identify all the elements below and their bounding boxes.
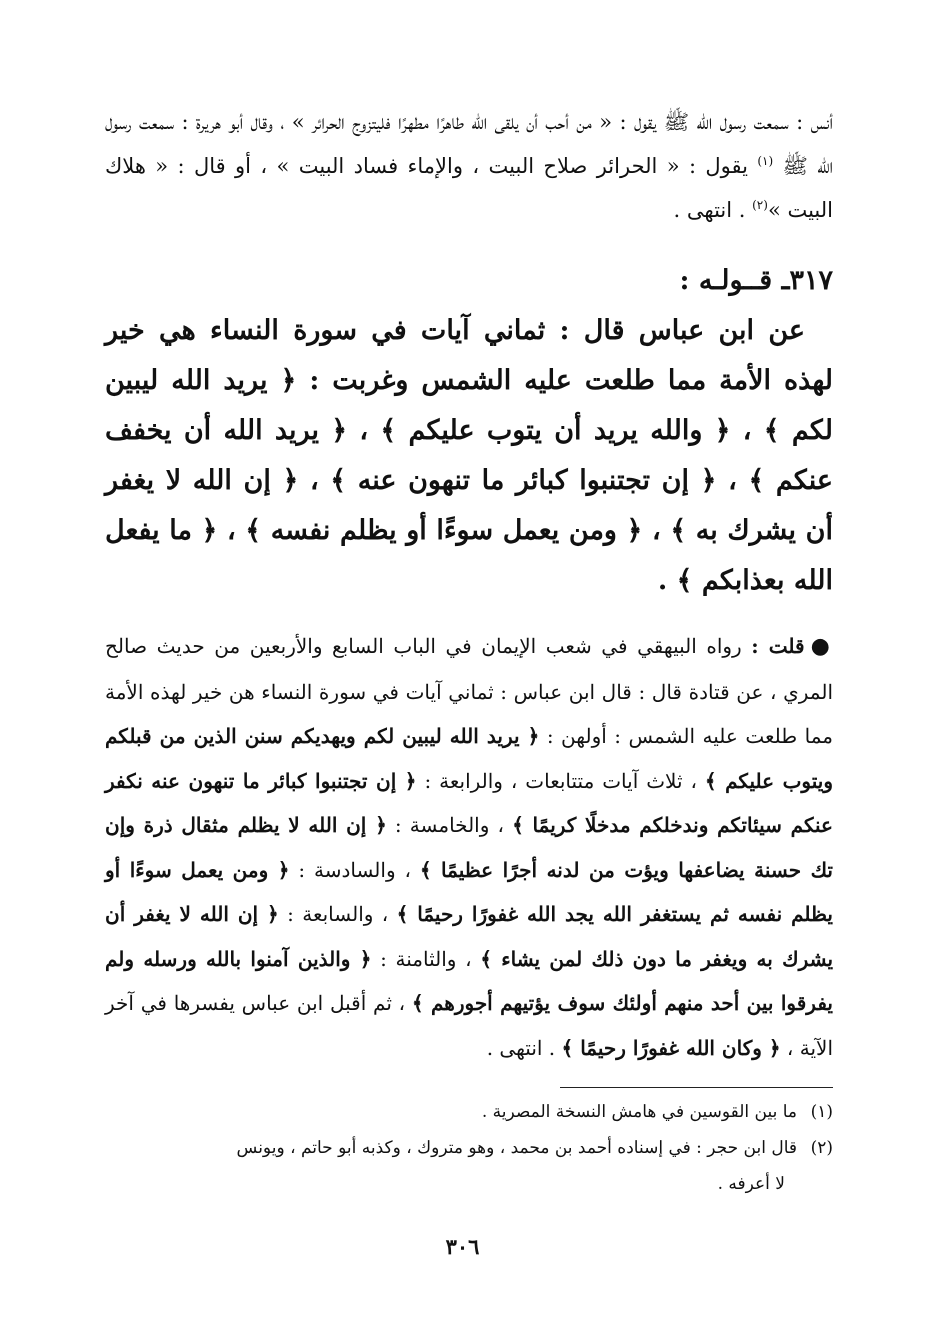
verse-separator: ، <box>217 515 246 546</box>
footnote-text: قال ابن حجر : في إسناده أحمد بن محمد ، وهو متروك ، وكذبه أبو حاتم ، ويونس <box>236 1138 797 1158</box>
verse-6: ﴿ ومن يعمل سوءًا أو يظلم نفسه ﴾ <box>245 515 643 546</box>
footnotes <box>105 1094 833 1202</box>
commentary-text: ، ثلاث آيات متتابعات ، والرابعة : <box>416 768 705 793</box>
footnote-divider <box>560 1087 833 1088</box>
commentary-label: قلت : <box>751 634 805 658</box>
commentary-text: ، ثم أقبل ابن عباس يفسرها في آخر الآية ، <box>105 991 833 1060</box>
quran-quote: ﴿ إن الله لا يظلم مثقال ذرة وإن تك حسنة يضاعفها ويؤت من لدنه أجرًا عظيمًا ﴾ <box>105 813 833 882</box>
verse-separator: ، <box>716 465 749 496</box>
quran-quote: ﴿ إن تجتنبوا كبائر ما تنهون عنه نكفر عنكم سيئاتكم وندخلكم مدخلًا كريمًا ﴾ <box>105 768 833 837</box>
verse-separator: ، <box>298 465 331 496</box>
footnote-1 <box>105 1094 833 1130</box>
quran-quote: ﴿ والذين آمنوا بالله ورسله ولم يفرقوا بين أحد منهم أولئك سوف يؤتيهم أجورهم ﴾ <box>105 946 833 1015</box>
page-number: ٣٠٦ <box>445 1234 480 1259</box>
commentary-text: ، والثامنة : <box>371 946 481 971</box>
commentary-text: رواه البيهقي في شعب الإيمان في الباب السابع والأربعين من حديث صالح المري ، عن قتادة قال : قال ابن عباس : ثماني آيات في سورة النساء هن خير لهذه الأمة مما طلعت عليه الشمس : أولهن : <box>105 634 834 748</box>
verse-1: ﴿ يريد الله ليبين لكم ﴾ <box>105 365 834 446</box>
quran-quote: ﴿ يريد الله ليبين لكم ويهديكم سنن الذين من قبلكم ويتوب عليكم ﴾ <box>105 724 833 793</box>
verse-2: ﴿ والله يريد أن يتوب عليكم ﴾ <box>380 415 731 446</box>
hadith-text <box>105 306 833 606</box>
verse-4: ﴿ إن تجتنبوا كبائر ما تنهون عنه ﴾ <box>330 465 717 496</box>
verse-5: ﴿ إن الله لا يغفر أن يشرك به ﴾ <box>105 465 834 546</box>
footnote-2 <box>105 1130 833 1166</box>
page-body <box>105 100 833 1070</box>
verse-7: ﴿ ما يفعل الله بعذابكم ﴾ <box>105 515 833 596</box>
verse-separator: ، <box>347 415 381 446</box>
footnote-ref-2[interactable]: (٢) <box>752 198 768 212</box>
quran-quote: ﴿ إن الله لا يغفر أن يشرك به ويغفر ما دون ذلك لمن يشاء ﴾ <box>105 902 834 971</box>
intro-text-1: أنس : سمعت رسول الله ﷺ يقول : « من أحب أن يلقى الله طاهرًا مطهرًا فليتزوج الحرائر » ، وقال أبو هريرة : سمعت رسول الله ﷺ <box>105 110 833 178</box>
verse-separator: ، <box>730 415 764 446</box>
commentary-text: ، والخامسة : <box>386 813 513 837</box>
section-heading: ٣١٧ـ قــولـه : <box>679 265 833 296</box>
bullet-icon: ● <box>810 634 833 659</box>
quran-quote: ﴿ وكان الله غفورًا رحيمًا ﴾ <box>561 1035 781 1060</box>
footnote-number: (١) <box>810 1102 833 1122</box>
commentary-text: ، والسادسة : <box>289 857 420 882</box>
footnote-2-continuation: لا أعرفه . <box>717 1174 785 1194</box>
commentary-text: ، والسابعة : <box>278 902 397 926</box>
verse-3: ﴿ يريد الله أن يخفف عنكم ﴾ <box>105 415 834 496</box>
footnote-ref-1[interactable]: (١) <box>757 154 774 168</box>
intro-text-3: . انتهى . <box>673 198 753 222</box>
footnote-text: ما بين القوسين في هامش النسخة المصرية . <box>481 1102 797 1122</box>
hadith-end: . <box>657 565 677 596</box>
footnote-number: (٢) <box>810 1138 833 1158</box>
intro-text-2: يقول : « الحرائر صلاح البيت ، والإماء فساد البيت » ، أو قال : « هلاك البيت » <box>105 154 833 222</box>
hadith-lead: عن ابن عباس قال : ثماني آيات في سورة النساء هي خير لهذه الأمة مما طلعت عليه الشمس وغربت : <box>105 315 834 396</box>
quran-quote: ﴿ ومن يعمل سوءًا أو يظلم نفسه ثم يستغفر الله يجد الله غفورًا رحيمًا ﴾ <box>105 857 833 926</box>
commentary-paragraph <box>105 624 833 1070</box>
commentary-text: . انتهى . <box>486 1035 562 1060</box>
intro-paragraph <box>105 100 833 250</box>
verse-separator: ، <box>642 515 671 546</box>
